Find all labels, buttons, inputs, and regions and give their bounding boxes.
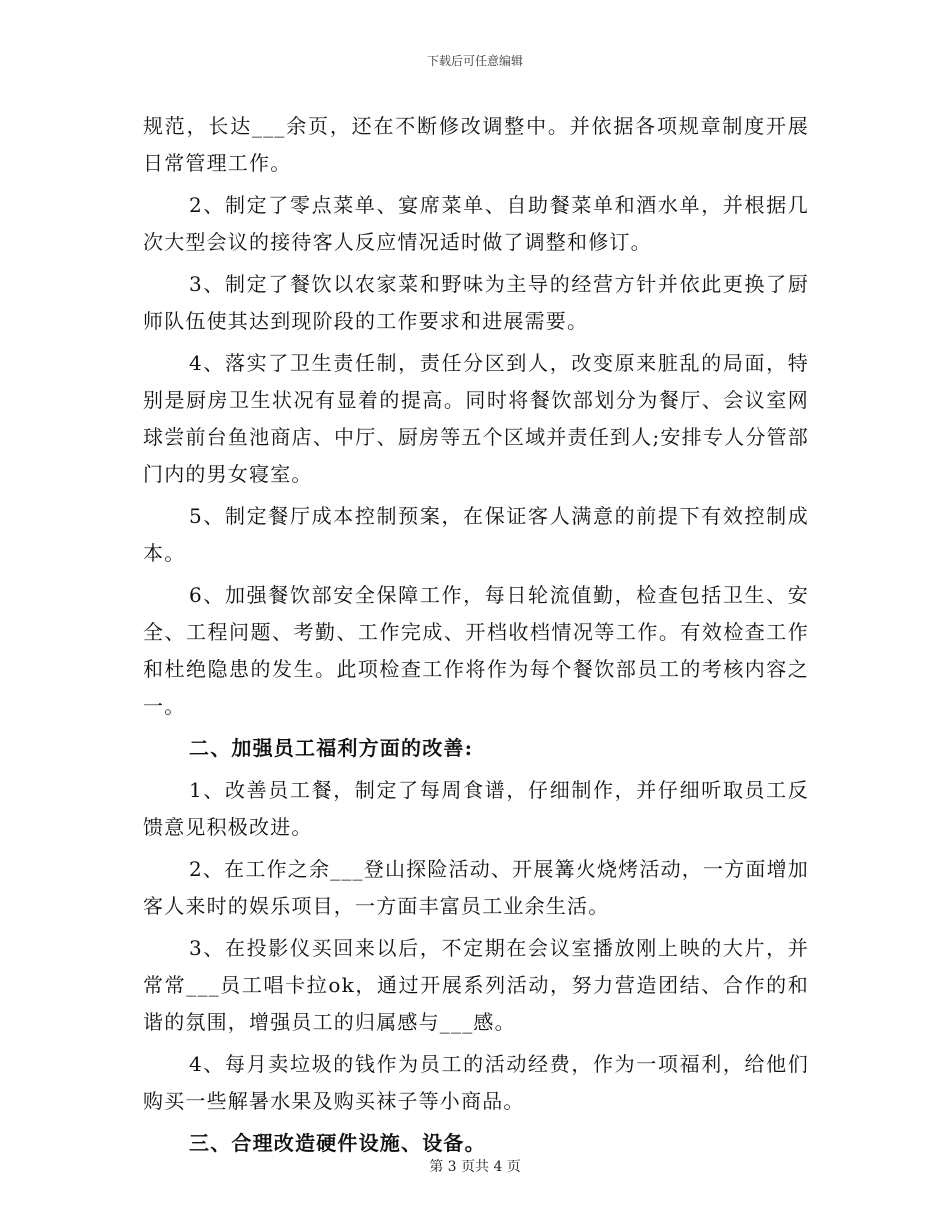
- section-heading-2: 二、加强员工福利方面的改善:: [189, 736, 474, 760]
- page-header-note: 下载后可任意编辑: [426, 54, 523, 68]
- paragraph-item-2: 2、制定了零点菜单、宴席菜单、自助餐菜单和酒水单，并根据几次大型会议的接待客人反应情况适时做了调整和修订。: [143, 193, 809, 254]
- paragraph-welfare-3: 3、在投影仪买回来以后，不定期在会议室播放刚上映的大片，并常常___员工唱卡拉ok，通过开展系列活动，努力营造团结、合作的和谐的氛围，增强员工的归属感与___感。: [143, 936, 809, 1034]
- page-number-footer: 第 3 页共 4 页: [429, 1159, 521, 1175]
- paragraph-continuation: 规范，长达___余页，还在不断修改调整中。并依据各项规章制度开展日常管理工作。: [143, 114, 809, 175]
- paragraph-welfare-1: 1、改善员工餐，制定了每周食谱，仔细制作，并仔细听取员工反馈意见积极改进。: [143, 778, 809, 839]
- document-body: [143, 108, 809, 1167]
- paragraph-welfare-2: 2、在工作之余___登山探险活动、开展篝火烧烤活动，一方面增加客人来时的娱乐项目，一方面丰富员工业余生活。: [143, 857, 809, 918]
- paragraph-item-6: 6、加强餐饮部安全保障工作，每日轮流值勤，检查包括卫生、安全、工程问题、考勤、工作完成、开档收档情况等工作。有效检查工作和杜绝隐患的发生。此项检查工作将作为每个餐饮部员工的考核内容之一。: [143, 583, 809, 718]
- paragraph-welfare-4: 4、每月卖垃圾的钱作为员工的活动经费，作为一项福利，给他们购买一些解暑水果及购买袜子等小商品。: [143, 1052, 809, 1113]
- paragraph-item-4: 4、落实了卫生责任制，责任分区到人，改变原来脏乱的局面，特别是厨房卫生状况有显着的提高。同时将餐饮部划分为餐厅、会议室网球尝前台鱼池商店、中厅、厨房等五个区域并责任到人;安排专人分管部门内的男女寝室。: [143, 351, 809, 486]
- section-heading-3: 三、合理改造硬件设施、设备。: [189, 1131, 486, 1155]
- paragraph-item-3: 3、制定了餐饮以农家菜和野味为主导的经营方针并依此更换了厨师队伍使其达到现阶段的工作要求和进展需要。: [143, 272, 809, 333]
- paragraph-item-5: 5、制定餐厅成本控制预案，在保证客人满意的前提下有效控制成本。: [143, 504, 809, 565]
